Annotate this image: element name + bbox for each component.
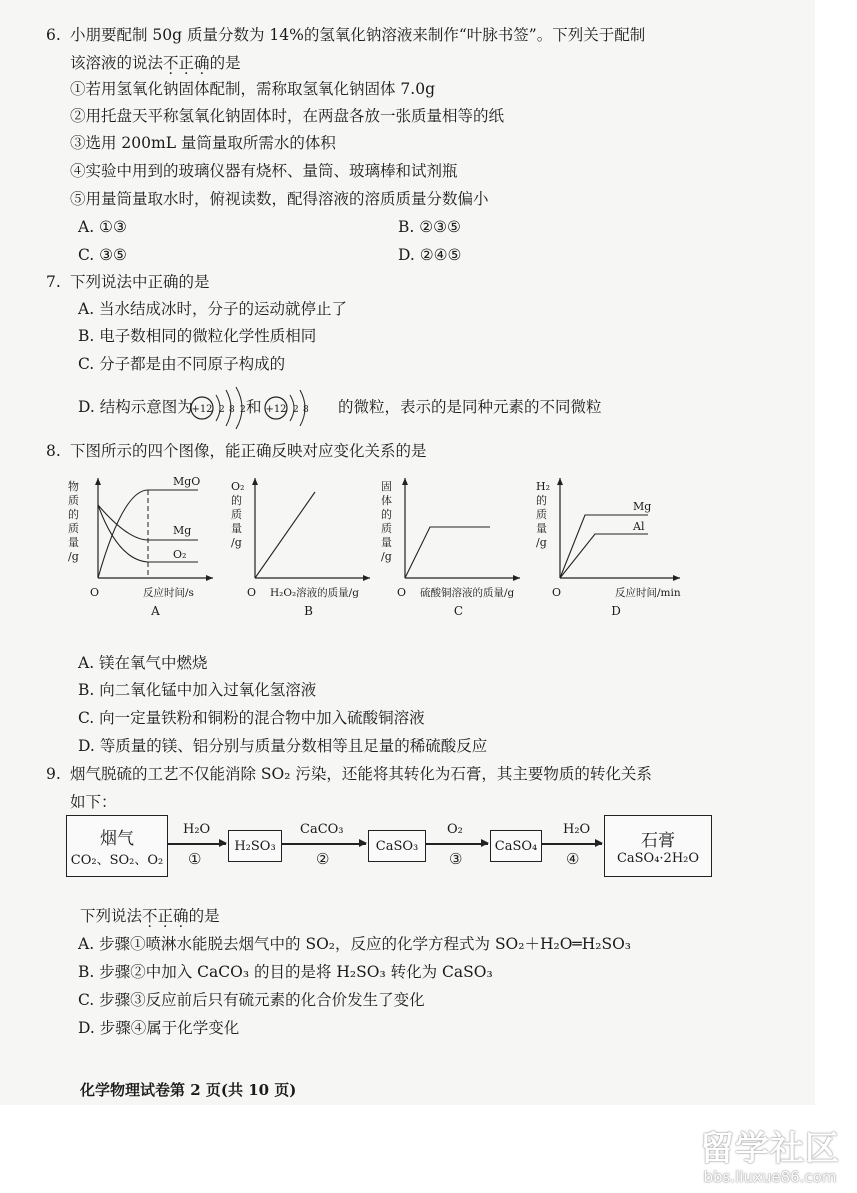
watermark-url: bbs.liuxue86.com [703, 1168, 837, 1186]
flow-arrow [168, 843, 226, 845]
chart-caption: B [304, 604, 313, 618]
flow-arrow [542, 843, 602, 845]
flow-reagent: H₂O [183, 822, 211, 837]
x-axis-arrow [513, 575, 520, 581]
q9-stem-line1: 烟气脱硫的工艺不仅能消除 SO₂ 污染，还能将其转化为石膏，其主要物质的转化关系 [70, 765, 652, 783]
q6-option-a: A. ①③ [78, 218, 127, 236]
emphasis-char: 不 [163, 54, 179, 72]
emphasis-char: 正 [157, 907, 174, 925]
flow-box: H₂SO₃ [228, 830, 282, 862]
q6-statement: ④实验中用到的玻璃仪器有烧杯、量筒、玻璃棒和试剂瓶 [70, 162, 458, 180]
y-axis-label: /g [381, 550, 392, 563]
shell-electrons: 8 [229, 405, 235, 415]
flow-step: ③ [449, 850, 463, 868]
x-axis-arrow [363, 575, 370, 581]
q6-stem-line1: 小朋要配制 50g 质量分数为 14%的氢氧化钠溶液来制作“叶脉书签”。下列关于配制 [70, 26, 646, 44]
q9-option-c: C. 步骤③反应前后只有硫元素的化合价发生了变化 [78, 991, 425, 1009]
y-axis-label: 质 [381, 522, 392, 535]
flow-end-box [604, 815, 712, 877]
q7-option-a: A. 当水结成冰时，分子的运动就停止了 [78, 300, 348, 318]
q9-stem-line2: 如下： [70, 793, 117, 811]
series-label: MgO [173, 475, 201, 488]
q6-stem-line2 [70, 53, 241, 73]
flow-start-box [66, 815, 168, 877]
shell-electrons: 2 [219, 405, 225, 415]
flow-start-sub: CO₂、SO₂、O₂ [70, 853, 164, 868]
origin-label: O [90, 586, 100, 599]
origin-label: O [552, 586, 562, 599]
q9-option-b: B. 步骤②中加入 CaCO₃ 的目的是将 H₂SO₃ 转化为 CaSO₃ [78, 963, 493, 981]
q9-option-a: A. 步骤①喷淋水能脱去烟气中的 SO₂，反应的化学方程式为 SO₂＋H₂O═H₂SO₃ [78, 935, 632, 953]
chart-caption: C [453, 604, 464, 618]
q7-option-d-mid: 和 [246, 398, 262, 416]
text: 下列说法 [80, 907, 143, 925]
q7-option-b: B. 电子数相同的微粒化学性质相同 [78, 327, 317, 345]
q9-option-d: D. 步骤④属于化学变化 [78, 1019, 240, 1037]
y-axis-label: /g [536, 536, 547, 549]
nucleus-charge: +12 [191, 404, 213, 415]
flow-reagent: CaCO₃ [300, 822, 344, 837]
flow-box: CaSO₃ [368, 830, 426, 862]
series-label: Mg [173, 524, 192, 537]
flow-end-sub: CaSO₄·2H₂O [616, 851, 700, 866]
x-axis-arrow [673, 575, 680, 581]
flow-arrow [282, 843, 366, 845]
y-axis-arrow [252, 478, 258, 485]
q8-option-a: A. 镁在氧气中燃烧 [78, 654, 208, 672]
y-axis-label: 物 [68, 480, 79, 493]
x-axis-label: 反应时间/min [615, 587, 681, 599]
text: 该溶液的说法 [70, 54, 164, 72]
emphasis-char: 不 [142, 907, 158, 925]
y-axis-label: /g [231, 536, 242, 549]
x-axis-label: 反应时间/s [143, 587, 194, 599]
y-axis-label: 量 [231, 522, 242, 535]
emphasis-char: 正 [178, 54, 195, 72]
q9-sub-stem [80, 906, 220, 926]
q8-graphs [60, 470, 720, 625]
shell-electrons: 2 [240, 405, 246, 415]
y-axis-arrow [95, 478, 101, 485]
q8-option-b: B. 向二氧化锰中加入过氧化氢溶液 [78, 681, 317, 699]
line-series [255, 492, 315, 578]
y-axis-label: 量 [536, 522, 547, 535]
q6-number: 6. [46, 26, 61, 44]
series-label: Al [633, 520, 645, 533]
q6-option-d: D. ②④⑤ [398, 246, 462, 264]
q7-option-d-pre: D. 结构示意图为 [78, 398, 193, 416]
text: 的是 [209, 54, 241, 72]
flow-end-title: 石膏 [641, 831, 675, 851]
shell-electrons: 8 [303, 405, 309, 415]
y-axis-label: H₂ [536, 480, 551, 493]
y-axis-label: 的 [536, 494, 547, 507]
x-axis-arrow [206, 575, 213, 581]
y-axis-label: 固 [381, 480, 392, 493]
flow-start-title: 烟气 [100, 829, 134, 849]
shell-electrons: 2 [293, 405, 299, 415]
chart-caption: A [151, 604, 160, 618]
al-line [560, 534, 648, 578]
y-axis-label: 体 [381, 494, 392, 507]
q6-statement: ③选用 200mL 量筒量取所需水的体积 [70, 134, 336, 152]
y-axis-label: O₂ [231, 480, 245, 493]
line-series [405, 527, 490, 578]
y-axis-label: 的 [231, 494, 242, 507]
q7-option-c: C. 分子都是由不同原子构成的 [78, 355, 286, 373]
y-axis-label: 的 [381, 508, 392, 521]
emphasis-char: 确 [173, 907, 189, 925]
flow-reagent: H₂O [563, 822, 591, 837]
watermark-logo [700, 1130, 840, 1186]
y-axis-label: 质 [68, 494, 79, 507]
origin-label: O [247, 586, 257, 599]
flow-step: ④ [566, 850, 580, 868]
q7-option-d-post: 的微粒，表示的是同种元素的不同微粒 [338, 398, 602, 416]
y-axis-arrow [402, 478, 408, 485]
series-label: O₂ [173, 548, 187, 561]
y-axis-label: 量 [381, 536, 392, 549]
page-footer: 化学物理试卷第 2 页(共 10 页) [80, 1081, 297, 1099]
y-axis-label: 量 [68, 536, 79, 549]
x-axis-label: H₂O₂溶液的质量/g [270, 587, 359, 599]
x-axis-label: 硫酸铜溶液的质量/g [420, 587, 515, 599]
q7-number: 7. [46, 273, 61, 291]
q8-option-d: D. 等质量的镁、铝分别与质量分数相等且足量的稀硫酸反应 [78, 737, 488, 755]
q7-stem: 下列说法中正确的是 [70, 273, 210, 291]
nucleus-charge: +12 [265, 404, 287, 415]
q9-number: 9. [46, 765, 61, 783]
chart-caption: D [611, 604, 621, 618]
emphasis-char: 确 [194, 54, 210, 72]
atom-structure-diagram-2 [262, 385, 332, 431]
y-axis-arrow [557, 478, 563, 485]
origin-label: O [397, 586, 407, 599]
flow-box: CaSO₄ [490, 830, 542, 862]
q6-statement: ⑤用量筒量取水时，俯视读数，配得溶液的溶质质量分数偏小 [70, 190, 489, 208]
q8-option-c: C. 向一定量铁粉和铜粉的混合物中加入硫酸铜溶液 [78, 709, 425, 727]
q8-number: 8. [46, 442, 61, 460]
q6-option-b: B. ②③⑤ [398, 218, 461, 236]
flow-step: ① [188, 850, 202, 868]
flow-reagent: O₂ [447, 822, 463, 837]
y-axis-label: 的 [68, 508, 79, 521]
y-axis-label: /g [68, 550, 79, 563]
flow-arrow [426, 843, 488, 845]
y-axis-label: 质 [68, 522, 79, 535]
flow-step: ② [316, 850, 330, 868]
q6-option-c: C. ③⑤ [78, 246, 127, 264]
text: 的是 [188, 907, 220, 925]
q6-statement: ①若用氢氧化钠固体配制，需称取氢氧化钠固体 7.0g [70, 80, 436, 98]
watermark-title: 留学社区 [700, 1129, 840, 1169]
series-label: Mg [633, 500, 652, 513]
q8-stem: 下图所示的四个图像，能正确反映对应变化关系的是 [70, 442, 427, 460]
y-axis-label: 质 [231, 508, 242, 521]
q6-statement: ②用托盘天平称氢氧化钠固体时，在两盘各放一张质量相等的纸 [70, 107, 505, 125]
y-axis-label: 质 [536, 508, 547, 521]
